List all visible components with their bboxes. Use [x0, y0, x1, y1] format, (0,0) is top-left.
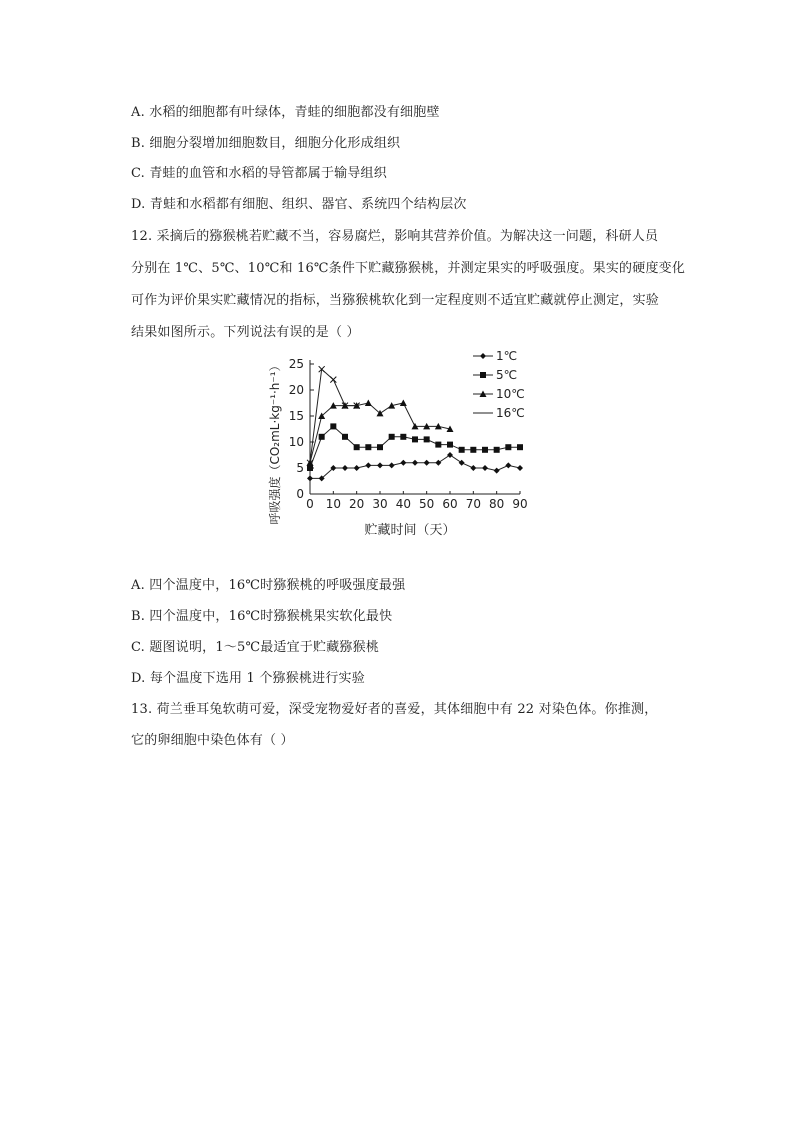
x-tick-label-90: 90 [512, 497, 528, 511]
series-0-point-3 [342, 465, 348, 471]
series-0-point-15 [482, 465, 488, 471]
q11-option-d: D. 青蛙和水稻都有细胞、组织、器官、系统四个结构层次 [131, 197, 467, 212]
x-tick-label-20: 20 [349, 497, 365, 511]
legend-label-3: 16℃ [496, 406, 525, 420]
series-1-point-6 [377, 444, 383, 450]
legend-label-1: 5℃ [496, 368, 518, 382]
series-0-point-16 [494, 468, 500, 474]
series-0-point-5 [365, 462, 371, 468]
legend-marker-0 [480, 353, 486, 359]
series-0-point-9 [412, 460, 418, 466]
series-1-point-15 [482, 447, 488, 453]
series-0-point-18 [517, 465, 523, 471]
respiration-chart [268, 344, 530, 540]
series-2-point-8 [400, 400, 407, 407]
respiration-chart-svg [268, 344, 530, 540]
series-1-point-2 [330, 423, 336, 429]
q13-stem-line-2: 它的卵细胞中染色体有（ ） [131, 733, 294, 748]
series-1-point-8 [400, 434, 406, 440]
q12-stem-line-1: 12. 采摘后的猕猴桃若贮藏不当，容易腐烂，影响其营养价值。为解决这一问题，科研人员 [131, 229, 659, 244]
series-0-point-12 [447, 452, 453, 458]
x-tick-label-30: 30 [372, 497, 388, 511]
y-tick-label-20: 20 [288, 383, 304, 397]
x-tick-label-40: 40 [395, 497, 411, 511]
series-line-0 [310, 455, 520, 478]
q12-stem-line-4: 结果如图所示。下列说法有误的是（ ） [131, 325, 360, 340]
series-1-point-16 [494, 447, 500, 453]
y-tick-label-25: 25 [288, 357, 304, 371]
q13-stem-line-1: 13. 荷兰垂耳兔软萌可爱，深受宠物爱好者的喜爱，其体细胞中有 22 对染色体。你推测， [131, 702, 658, 717]
series-2-point-5 [365, 400, 372, 407]
series-1-point-0 [307, 465, 313, 471]
q11-option-a: A. 水稻的细胞都有叶绿体，青蛙的细胞都没有细胞壁 [131, 105, 440, 120]
series-1-point-1 [319, 434, 325, 440]
series-0-point-6 [377, 462, 383, 468]
series-1-point-18 [517, 444, 523, 450]
series-3-point-2 [330, 377, 336, 383]
series-1-point-14 [470, 447, 476, 453]
series-1-point-17 [505, 444, 511, 450]
series-1-point-11 [435, 442, 441, 448]
series-0-point-8 [400, 460, 406, 466]
chart-legend [473, 349, 525, 420]
legend-label-0: 1℃ [496, 349, 518, 363]
x-tick-label-80: 80 [489, 497, 505, 511]
y-tick-label-0: 0 [296, 487, 304, 501]
series-1-point-10 [424, 436, 430, 442]
series-1-point-12 [447, 442, 453, 448]
q11-option-b: B. 细胞分裂增加细胞数目，细胞分化形成组织 [131, 136, 401, 151]
series-1-point-5 [365, 444, 371, 450]
series-0-point-10 [424, 460, 430, 466]
series-1-point-7 [389, 434, 395, 440]
series-0-point-7 [389, 462, 395, 468]
x-axis-label: 贮藏时间（天） [364, 523, 456, 538]
x-tick-label-60: 60 [442, 497, 458, 511]
chart-series [307, 366, 524, 481]
x-tick-label-0: 0 [306, 497, 314, 511]
legend-label-2: 10℃ [496, 387, 525, 401]
series-1-point-9 [412, 436, 418, 442]
q12-option-d: D. 每个温度下选用 1 个猕猴桃进行实验 [131, 671, 365, 686]
q11-option-c: C. 青蛙的血管和水稻的导管都属于输导组织 [131, 166, 387, 181]
q12-stem-line-3: 可作为评价果实贮藏情况的指标，当猕猴桃软化到一定程度则不适宜贮藏就停止测定，实验 [131, 293, 660, 308]
y-tick-label-5: 5 [296, 461, 304, 475]
series-0-point-11 [435, 460, 441, 466]
x-tick-label-70: 70 [465, 497, 481, 511]
series-0-point-17 [505, 462, 511, 468]
series-0-point-13 [459, 460, 465, 466]
x-tick-label-10: 10 [325, 497, 341, 511]
x-tick-label-50: 50 [419, 497, 435, 511]
series-1-point-4 [354, 444, 360, 450]
q12-option-b: B. 四个温度中，16℃时猕猴桃果实软化最快 [131, 609, 393, 624]
q12-stem-line-2: 分别在 1℃、5℃、10℃和 16℃条件下贮藏猕猴桃，并测定果实的呼吸强度。果实的硬度变化 [131, 261, 686, 276]
series-1-point-13 [459, 447, 465, 453]
series-0-point-0 [307, 475, 313, 481]
legend-marker-1 [480, 372, 486, 378]
series-1-point-3 [342, 434, 348, 440]
y-axis-label: 呼吸强度（CO₂mL·kg⁻¹·h⁻¹） [268, 359, 282, 525]
series-0-point-4 [354, 465, 360, 471]
q12-option-a: A. 四个温度中，16℃时猕猴桃的呼吸强度最强 [131, 578, 406, 593]
series-0-point-14 [470, 465, 476, 471]
q12-option-c: C. 题图说明，1～5℃最适宜于贮藏猕猴桃 [131, 640, 380, 655]
y-tick-label-15: 15 [288, 409, 304, 423]
y-tick-label-10: 10 [288, 435, 304, 449]
